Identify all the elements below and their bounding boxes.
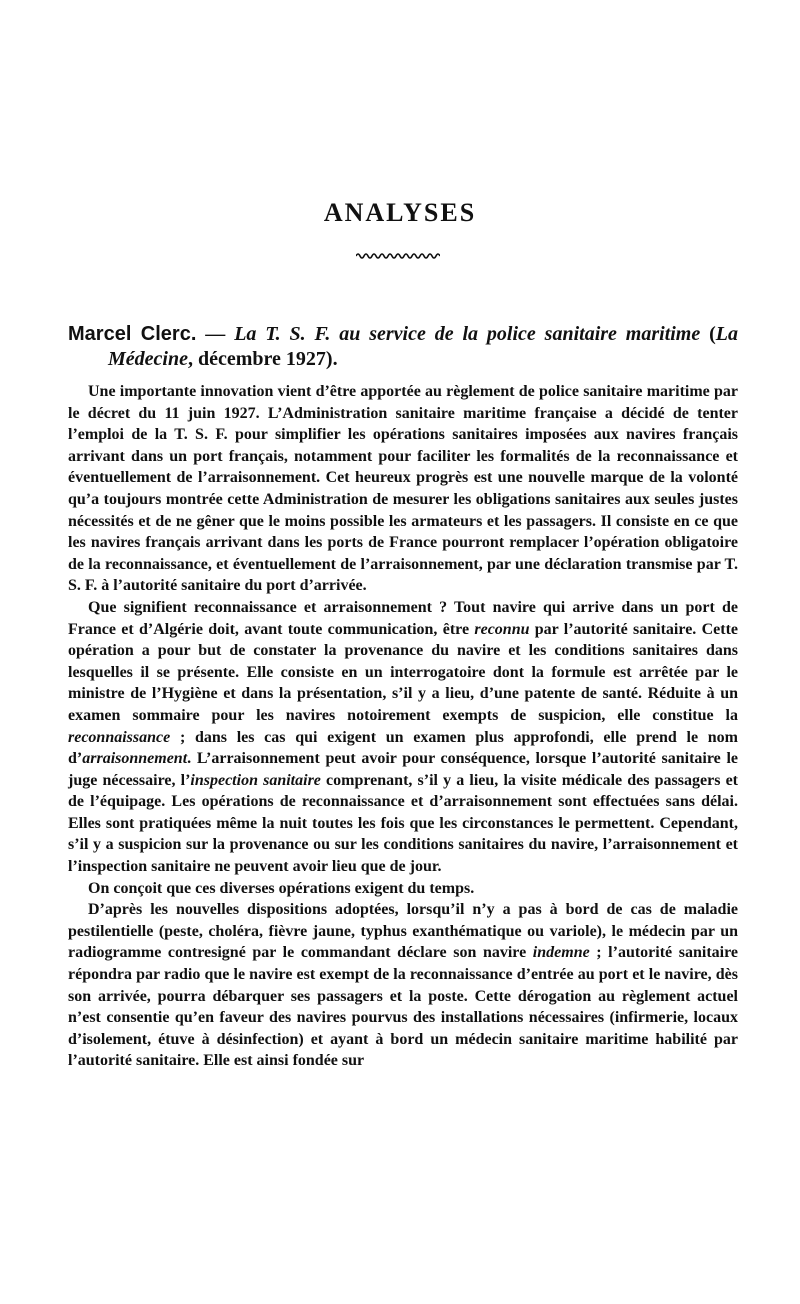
journal-name: La Médecine: [108, 323, 739, 370]
heading-dash: —: [196, 323, 235, 345]
paragraph: [68, 597, 738, 878]
text-run: Une importante innovation vient d’être apportée au règlement de police sanitaire maritime par le décret du 11 juin 1927. L’Administration sanitaire maritime française a décidé de tenter l’emploi de la T. S. F. pour simplifier les opérations sanitaires imposées aux navires français arrivant dans un port français, notamment pour faciliter les formalités de la reconnaissance et éventuellement de l’arraisonnement. Cet heureux progrès est une nouvelle marque de la volonté qu’a toujours montrée cette Administration de mesurer les obligations sanitaires aux seules justes nécessités et de ne gêner que le moins possible les armateurs et les passagers. Il consiste en ce que les navires français arrivant dans les ports de France pourront remplacer l’opération obligatoire de la reconnaissance, et éventuellement de l’arraisonnement, par une déclaration transmise par T. S. F. à l’autorité sanitaire du port d’arrivée.: [68, 383, 738, 595]
text-run: On conçoit que ces diverses opérations exigent du temps.: [88, 879, 475, 897]
article-title: La T. S. F. au service de la police sanitaire maritime: [234, 323, 701, 345]
text-run: . L’arraisonnement peut avoir pour conséquence, lorsque l’autorité sanitaire le juge nécessaire, l’: [68, 750, 738, 789]
italic-term: reconnaissance: [68, 728, 171, 746]
text-run: comprenant, s’il y a lieu, la visite médicale des passagers et de l’équipage. Les opérations de reconnaissance et d’arraisonnement sont effectuées sans délai. Elles sont pratiquées même la nuit toutes les fois que les circonstances le permettent. Cependant, s’il y a suspicion sur la provenance ou sur les conditions sanitaires du navire, l’arraisonnement et l’inspection sanitaire ne peuvent avoir lieu que de jour.: [68, 771, 738, 876]
text-run: par l’autorité sanitaire. Cette opération a pour but de constater la provenance du navire et les conditions sanitaires dans lesquelles il se présente. Elle consiste en un interrogatoire dont la formule est arrêtée par le ministre de l’Hygiène et dans la présentation, s’il y a lieu, d’une patente de santé. Réduite à un examen sommaire pour les navires notoirement exempts de suspicion, elle constitue la: [68, 620, 738, 724]
paragraph: [68, 899, 738, 1072]
italic-term: arraisonnement: [82, 750, 188, 768]
article-body: [68, 381, 738, 1072]
italic-term: indemne: [532, 944, 590, 962]
italic-term: inspection sanitaire: [190, 771, 321, 789]
text-run: Que signifient reconnaissance et arraisonnement ? Tout navire qui arrive dans un port de France et d’Algérie doit, avant toute communication, être: [68, 598, 738, 638]
text-run: ; l’autorité sanitaire répondra par radio que le navire est exempt de la reconnaissance d’entrée au port et le navire, dès son arrivée, pourra débarquer ses passagers et la poste. Cette dérogation au règlement actuel n’est consentie qu’en faveur des navires pourvus des installations nécessaires (infirmerie, locaux d’isolement, étuve à désinfection) et ayant à bord un médecin sanitaire maritime habilité par l’autorité sanitaire. Elle est ainsi fondée sur: [68, 944, 739, 1070]
text-run: D’après les nouvelles dispositions adoptées, lorsqu’il n’y a pas à bord de cas de maladie pestilentielle (peste, choléra, fièvre jaune, typhus exanthématique ou variole), le médecin par un radiogramme contresigné par le commandant déclare son navire: [68, 901, 738, 962]
paragraph: [68, 381, 738, 597]
citation-date: , décembre 1927).: [187, 348, 338, 370]
text-run: ; dans les cas qui exigent un examen plus approfondi, elle prend le nom d’: [68, 728, 738, 768]
italic-term: reconnu: [474, 620, 530, 638]
citation-open: (: [700, 323, 716, 345]
section-title: ANALYSES: [323, 198, 477, 227]
wavy-ornament-divider: [356, 252, 440, 260]
article-heading: [68, 322, 738, 372]
paragraph: [68, 878, 738, 900]
article-author: Marcel Clerc.: [68, 323, 197, 345]
article: [68, 322, 738, 1072]
